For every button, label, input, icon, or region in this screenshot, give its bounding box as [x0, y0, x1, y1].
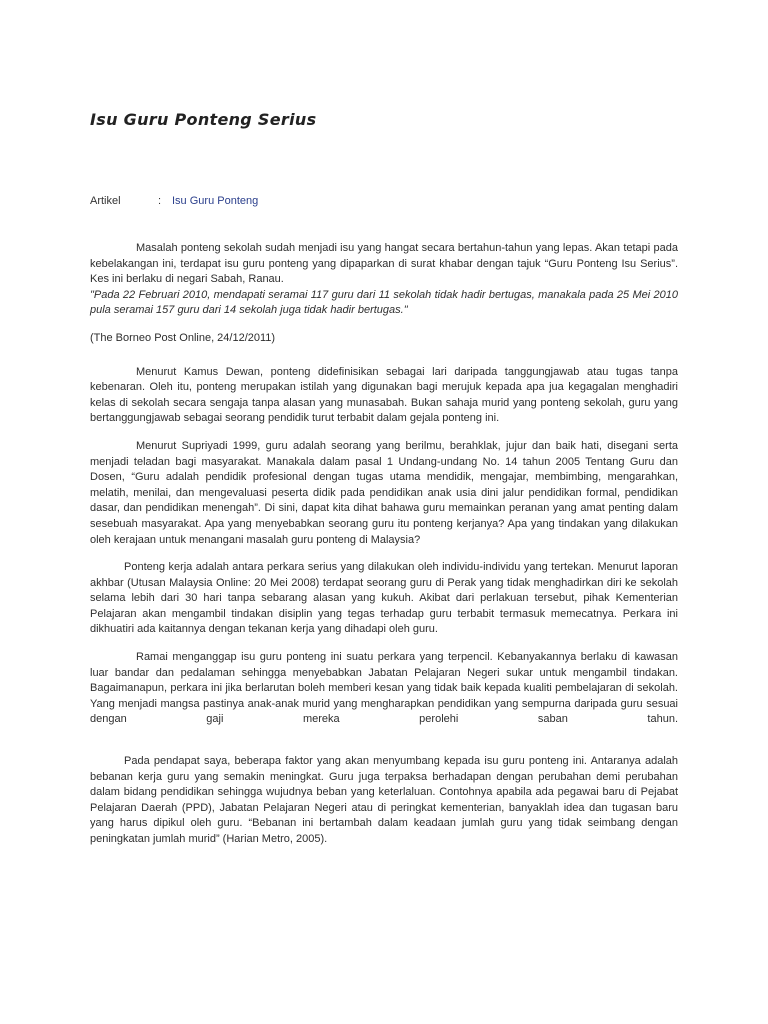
- meta-separator: :: [158, 195, 162, 207]
- meta-value: Isu Guru Ponteng: [172, 195, 259, 207]
- paragraph-intro: Masalah ponteng sekolah sudah menjadi isu yang hangat secara bertahun-tahun yang lepas. Akan tetapi pada kebelakangan ini, terdapat isu guru ponteng yang dipaparkan di surat khabar dengan tajuk “Guru Ponteng Isu Serius”. Kes ini berlaku di negari Sabah, Ranau.: [90, 242, 678, 286]
- meta-label: Artikel: [90, 195, 121, 207]
- article-meta: [90, 195, 258, 207]
- paragraph-source: (The Borneo Post Online, 24/12/2011): [90, 331, 276, 344]
- paragraph-supriyadi: Menurut Supriyadi 1999, guru adalah seorang yang berilmu, berahklak, jujur dan baik hati, disegani serta menjadi teladan bagi masyarakat. Manakala dalam pasal 1 Undang-undang No. 14 tahun 2005 Tentang Guru dan Dosen, “Guru adalah pendidik profesional dengan tugas utama mendidik, mengajar, membimbing, mengarahkan, melatih, menilai, dan mengevaluasi peserta didik pada pendidikan anak usia dini jalur pendidikan formal, pendidikan dasar, dan pendidikan menengah”. Di sini, dapat kita dihat bahawa guru memainkan peranan yang amat penting dalam sesebuah masyarakat. Apa yang menyebabkan seorang guru itu ponteng kerjanya? Apa yang tindakan yang dilakukan oleh kerajaan untuk menangani masalah guru ponteng di Malaysia?: [90, 439, 678, 546]
- paragraph-pendapat: Pada pendapat saya, beberapa faktor yang akan menyumbang kepada isu guru ponteng ini. Antaranya adalah bebanan kerja guru yang semakin meningkat. Guru juga terpaksa berhadapan dengan perubahan demi perubahan dalam bidang pendidikan sehingga wujudnya beban yang keterlaluan. Contohnya apabila ada pegawai baru di Pejabat Pelajaran Daerah (PPD), Jabatan Pelajaran Negeri atau di peringkat kementerian, banyaklah idea dan tugasan baru yang harus dipikul oleh guru. “Bebanan ini bertambah dalam keadaan jumlah guru yang tidak seimbang dengan peningkatan jumlah murid” (Harian Metro, 2005).: [90, 755, 678, 845]
- paragraph-ramai: Ramai menganggap isu guru ponteng ini suatu perkara yang terpencil. Kebanyakannya berlaku di kawasan luar bandar dan pedalaman sehingga menyebabkan Jabatan Pelajaran Negeri sukar untuk mengambil tindakan. Bagaimanapun, perkara ini jika berlarutan boleh memberi kesan yang tidak baik kepada kualiti pembelajaran di sekolah. Yang menjadi mangsa pastinya anak-anak murid yang mengharapkan pendidikan yang sempurna daripada guru sesuai dengan gaji mereka perolehi saban tahun.: [90, 651, 678, 726]
- document-body: [90, 241, 678, 848]
- paragraph-definition: Menurut Kamus Dewan, ponteng didefinisikan sebagai lari daripada tanggungjawab atau tugas tanpa kebenaran. Oleh itu, ponteng merupakan istilah yang digunakan bagi merujuk kepada apa jua kegagalan menghadiri kelas di sekolah secara sengaja tanpa alasan yang munasabah. Bukan sahaja murid yang ponteng sekolah, guru yang bertanggungjawab sebagai seorang pendidik turut terbabit dalam gejala ponteng ini.: [90, 365, 678, 425]
- paragraph-ponteng-kerja: Ponteng kerja adalah antara perkara serius yang dilakukan oleh individu-individu yang tertekan. Menurut laporan akhbar (Utusan Malaysia Online: 20 Mei 2008) terdapat seorang guru di Perak yang tidak menghadirkan diri ke sekolah selama lebih dari 30 hari tanpa sebarang alasan yang kukuh. Akibat dari perlakuan tersebut, pihak Kementerian Pelajaran akan mengambil tindakan disiplin yang tegas terhadap guru terbabit termasuk memecatnya. Perkara ini dikhuatiri ada kaitannya dengan tekanan kerja yang dihadapi oleh guru.: [90, 561, 678, 636]
- document-title: Isu Guru Ponteng Serius: [90, 110, 317, 129]
- paragraph-quote: "Pada 22 Februari 2010, mendapati seramai 117 guru dari 11 sekolah tidak hadir bertugas, manakala pada 25 Mei 2010 pula seramai 157 guru dari 14 sekolah juga tidak hadir bertugas.": [90, 288, 678, 317]
